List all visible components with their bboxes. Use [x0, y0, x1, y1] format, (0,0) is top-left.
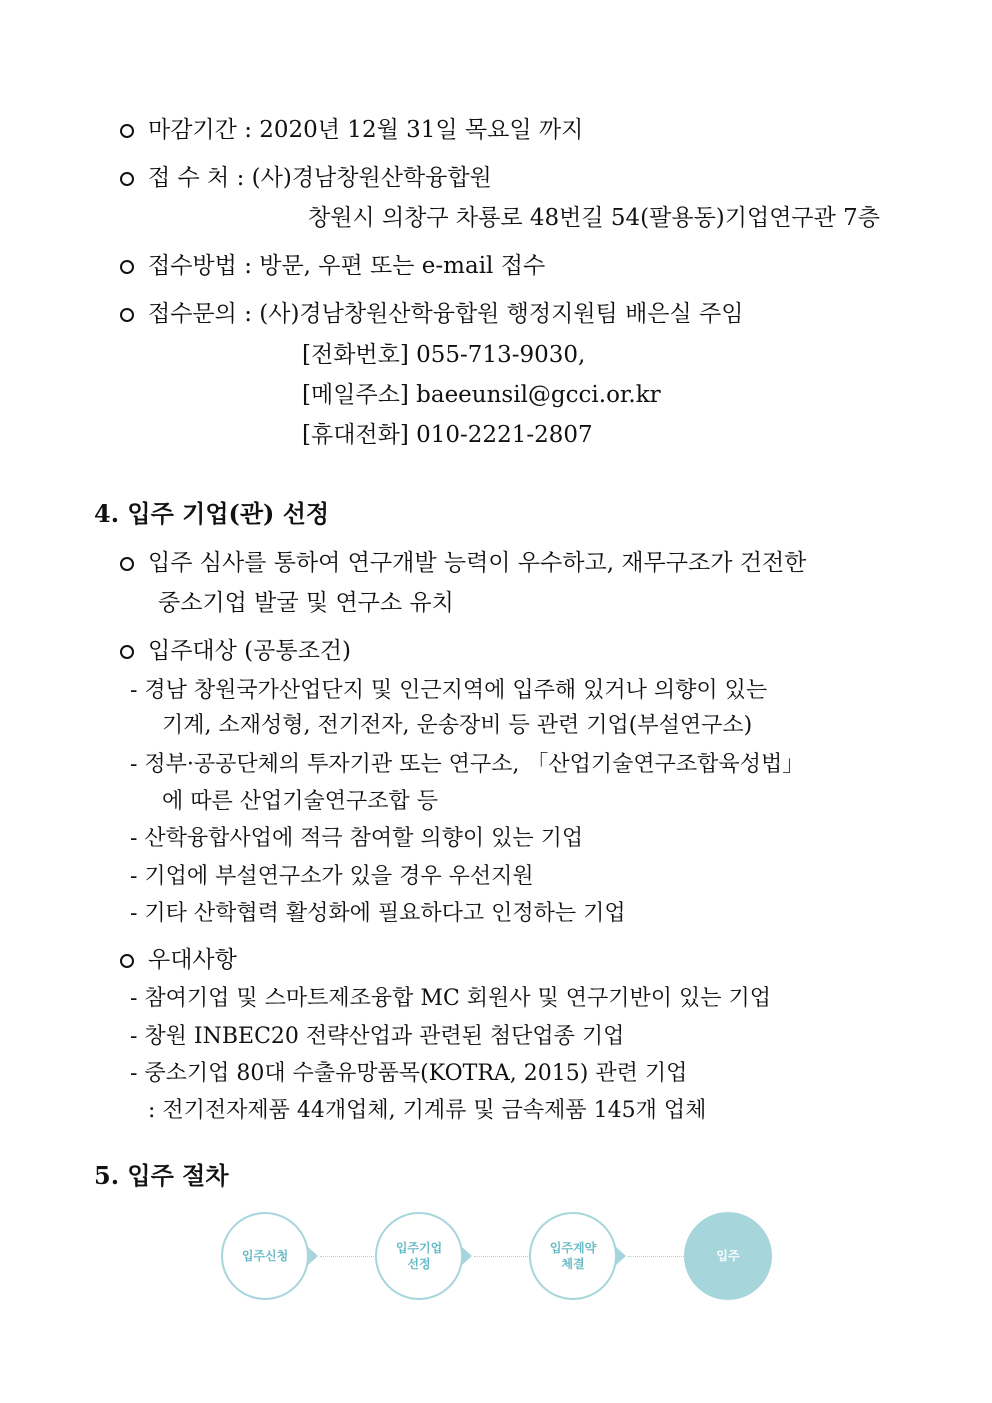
- contact-phone: [전화번호] 055-713-9030,: [302, 342, 586, 368]
- intro-line2: 중소기업 발굴 및 연구소 유치: [158, 590, 454, 616]
- target-title: [120, 636, 351, 666]
- flow-connector: [474, 1256, 532, 1257]
- step-selection: 입주기업 선정: [375, 1212, 463, 1300]
- pref-title: [120, 945, 237, 975]
- pref-item: : 전기전자제품 44개업체, 기계류 및 금속제품 145개 업체: [148, 1098, 707, 1123]
- deadline-value: : 2020년 12월 31일 목요일 까지: [244, 117, 584, 143]
- step-contract: 입주계약 체결: [529, 1212, 617, 1300]
- flow-connector: [320, 1256, 378, 1257]
- target-item: - 기타 산학협력 활성화에 필요하다고 인정하는 기업: [130, 901, 626, 926]
- circle-bullet-icon: [120, 954, 134, 968]
- pref-item: - 참여기업 및 스마트제조융합 MC 회원사 및 연구기반이 있는 기업: [130, 986, 772, 1011]
- section4-title: 4. 입주 기업(관) 선정: [94, 499, 330, 528]
- step-apply: 입주신청: [221, 1212, 309, 1300]
- circle-bullet-icon: [120, 172, 134, 186]
- target-item: 에 따른 산업기술연구조합 등: [162, 789, 439, 814]
- info-method: [120, 251, 545, 281]
- method-value: : 방문, 우편 또는 e-mail 접수: [244, 253, 546, 279]
- circle-bullet-icon: [120, 557, 134, 571]
- arrow-right-icon: [616, 1247, 626, 1265]
- circle-bullet-icon: [120, 124, 134, 138]
- contact-mobile: [휴대전화] 010-2221-2807: [302, 422, 593, 448]
- inquiry-label: 접수문의: [148, 301, 237, 327]
- receiver-address: 창원시 의창구 차룡로 48번길 54(팔용동)기업연구관 7층: [308, 205, 881, 231]
- section5-title: 5. 입주 절차: [94, 1161, 229, 1190]
- target-item: - 경남 창원국가산업단지 및 인근지역에 입주해 있거나 의향이 있는: [130, 678, 768, 703]
- section4-intro: [120, 548, 806, 578]
- circle-bullet-icon: [120, 645, 134, 659]
- receiver-value: : (사)경남창원산학융합원: [236, 165, 492, 191]
- info-deadline: [120, 115, 583, 145]
- contact-email: [메일주소] baeeunsil@gcci.or.kr: [302, 382, 661, 408]
- target-item: - 산학융합사업에 적극 참여할 의향이 있는 기업: [130, 826, 584, 851]
- info-inquiry: [120, 299, 744, 329]
- receiver-label: 접 수 처: [148, 165, 230, 191]
- target-item: 기계, 소재성형, 전기전자, 운송장비 등 관련 기업(부설연구소): [162, 713, 753, 738]
- intro-line1: 입주 심사를 통하여 연구개발 능력이 우수하고, 재무구조가 건전한: [148, 550, 807, 576]
- pref-title-text: 우대사항: [148, 947, 237, 973]
- deadline-label: 마감기간: [148, 117, 237, 143]
- arrow-right-icon: [462, 1247, 472, 1265]
- procedure-flow: [0, 1205, 992, 1315]
- pref-item: - 중소기업 80대 수출유망품목(KOTRA, 2015) 관련 기업: [130, 1061, 688, 1086]
- circle-bullet-icon: [120, 308, 134, 322]
- arrow-right-icon: [308, 1247, 318, 1265]
- flow-connector: [628, 1256, 686, 1257]
- target-item: - 정부·공공단체의 투자기관 또는 연구소, 「산업기술연구조합육성법」: [130, 752, 805, 777]
- target-title-text: 입주대상 (공통조건): [148, 638, 352, 664]
- pref-item: - 창원 INBEC20 전략산업과 관련된 첨단업종 기업: [130, 1024, 625, 1049]
- target-item: - 기업에 부설연구소가 있을 경우 우선지원: [130, 864, 534, 889]
- info-receiver: [120, 163, 492, 193]
- inquiry-value: : (사)경남창원산학융합원 행정지원팀 배은실 주임: [244, 301, 744, 327]
- circle-bullet-icon: [120, 260, 134, 274]
- method-label: 접수방법: [148, 253, 237, 279]
- step-move-in: 입주: [684, 1212, 772, 1300]
